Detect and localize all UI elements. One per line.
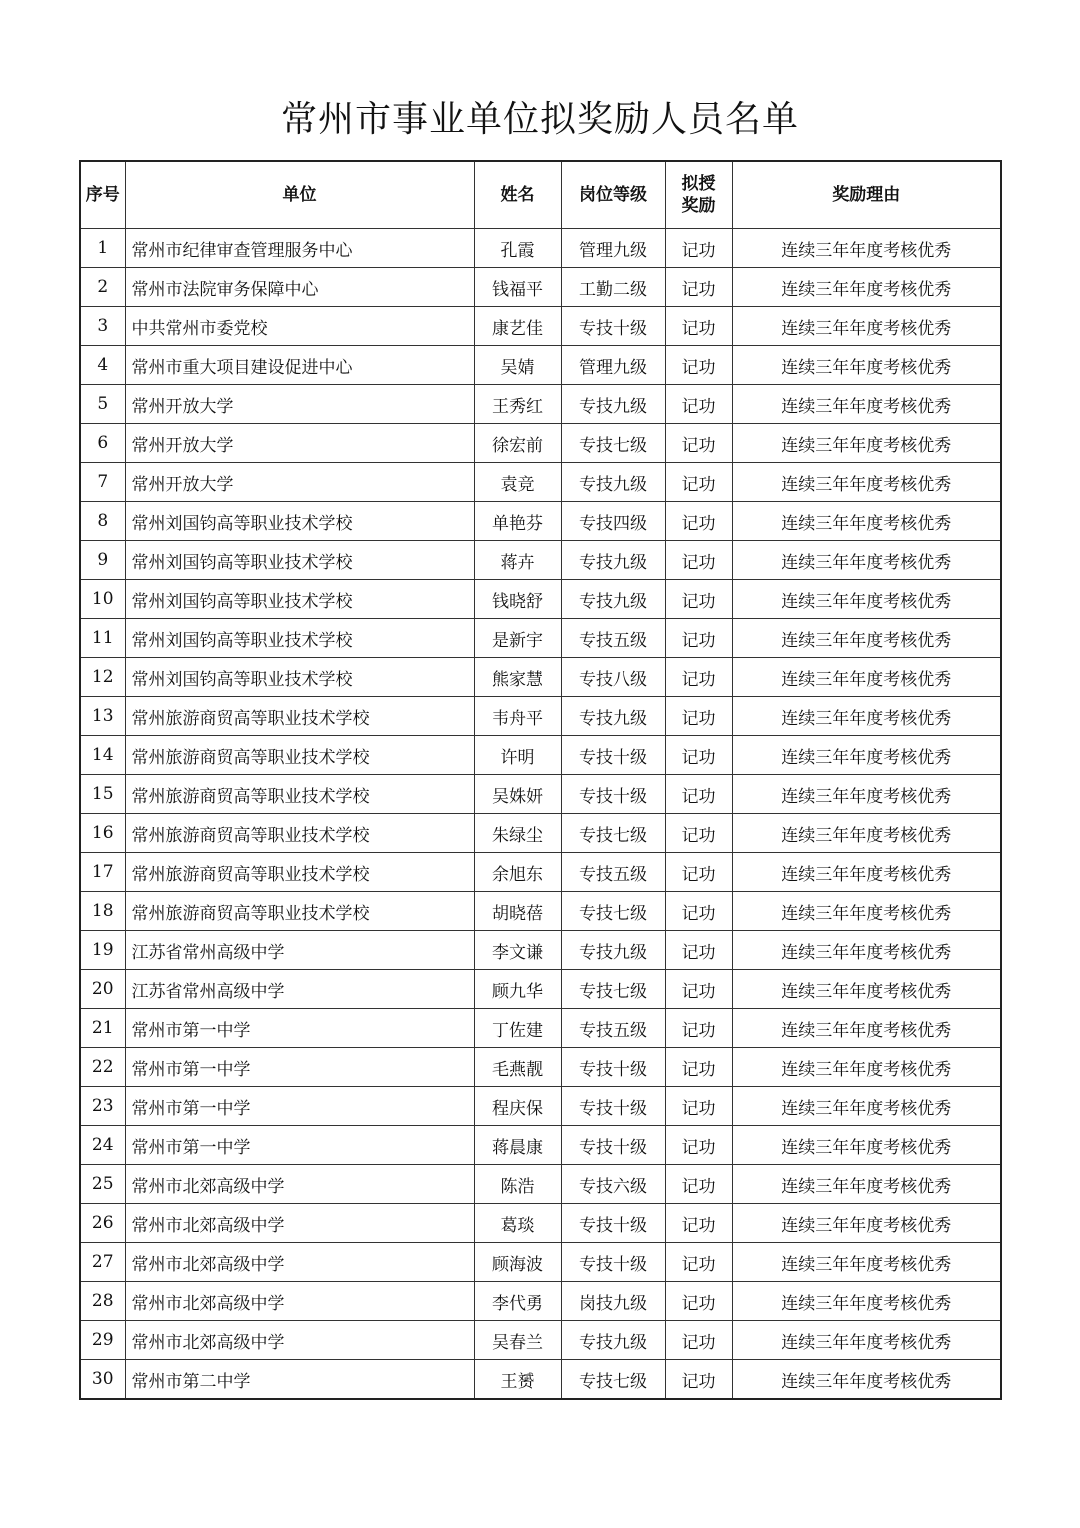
table-row — [80, 931, 1001, 970]
header-award-line1: 拟授 — [681, 174, 716, 194]
cell-reason: 连续三年年度考核优秀 — [732, 931, 1001, 970]
cell-no: 23 — [80, 1087, 125, 1126]
table-row — [80, 1165, 1001, 1204]
cell-reason: 连续三年年度考核优秀 — [732, 307, 1001, 346]
cell-grade: 专技九级 — [561, 1321, 665, 1360]
cell-no: 5 — [80, 385, 125, 424]
cell-grade: 专技八级 — [561, 658, 665, 697]
cell-name: 徐宏前 — [474, 424, 561, 463]
cell-name: 余旭东 — [474, 853, 561, 892]
cell-unit: 常州市重大项目建设促进中心 — [125, 346, 474, 385]
cell-unit: 常州市北郊高级中学 — [125, 1165, 474, 1204]
cell-no: 22 — [80, 1048, 125, 1087]
cell-unit: 常州旅游商贸高等职业技术学校 — [125, 775, 474, 814]
cell-award: 记功 — [665, 658, 732, 697]
table-row — [80, 619, 1001, 658]
table-row — [80, 229, 1001, 268]
table-body — [80, 229, 1001, 1400]
cell-reason: 连续三年年度考核优秀 — [732, 853, 1001, 892]
cell-award: 记功 — [665, 1087, 732, 1126]
cell-grade: 专技十级 — [561, 307, 665, 346]
cell-grade: 专技九级 — [561, 541, 665, 580]
cell-award: 记功 — [665, 1126, 732, 1165]
cell-award: 记功 — [665, 970, 732, 1009]
cell-no: 10 — [80, 580, 125, 619]
table-row — [80, 1204, 1001, 1243]
cell-name: 袁竞 — [474, 463, 561, 502]
cell-no: 16 — [80, 814, 125, 853]
table-row — [80, 268, 1001, 307]
cell-award: 记功 — [665, 892, 732, 931]
cell-reason: 连续三年年度考核优秀 — [732, 697, 1001, 736]
cell-award: 记功 — [665, 463, 732, 502]
table-row — [80, 346, 1001, 385]
cell-unit: 常州市第一中学 — [125, 1087, 474, 1126]
cell-grade: 专技七级 — [561, 970, 665, 1009]
cell-no: 3 — [80, 307, 125, 346]
cell-name: 程庆保 — [474, 1087, 561, 1126]
cell-unit: 常州市第一中学 — [125, 1126, 474, 1165]
cell-reason: 连续三年年度考核优秀 — [732, 892, 1001, 931]
cell-no: 12 — [80, 658, 125, 697]
header-unit: 单位 — [125, 161, 474, 229]
header-grade: 岗位等级 — [561, 161, 665, 229]
cell-reason: 连续三年年度考核优秀 — [732, 346, 1001, 385]
cell-no: 18 — [80, 892, 125, 931]
cell-grade: 专技十级 — [561, 1087, 665, 1126]
cell-award: 记功 — [665, 814, 732, 853]
cell-reason: 连续三年年度考核优秀 — [732, 619, 1001, 658]
table-row — [80, 736, 1001, 775]
cell-unit: 常州市纪律审查管理服务中心 — [125, 229, 474, 268]
cell-unit: 江苏省常州高级中学 — [125, 970, 474, 1009]
cell-name: 王秀红 — [474, 385, 561, 424]
cell-unit: 江苏省常州高级中学 — [125, 931, 474, 970]
cell-no: 13 — [80, 697, 125, 736]
cell-grade: 专技五级 — [561, 619, 665, 658]
cell-unit: 中共常州市委党校 — [125, 307, 474, 346]
cell-grade: 专技五级 — [561, 1009, 665, 1048]
table-row — [80, 1087, 1001, 1126]
cell-reason: 连续三年年度考核优秀 — [732, 1165, 1001, 1204]
cell-name: 陈浩 — [474, 1165, 561, 1204]
cell-award: 记功 — [665, 1165, 732, 1204]
cell-no: 6 — [80, 424, 125, 463]
table-row — [80, 658, 1001, 697]
cell-award: 记功 — [665, 1282, 732, 1321]
cell-name: 顾九华 — [474, 970, 561, 1009]
header-award — [665, 161, 732, 229]
cell-award: 记功 — [665, 1243, 732, 1282]
cell-reason: 连续三年年度考核优秀 — [732, 1360, 1001, 1400]
cell-grade: 专技七级 — [561, 1360, 665, 1400]
cell-grade: 专技五级 — [561, 853, 665, 892]
cell-no: 15 — [80, 775, 125, 814]
cell-reason: 连续三年年度考核优秀 — [732, 229, 1001, 268]
cell-award: 记功 — [665, 424, 732, 463]
cell-reason: 连续三年年度考核优秀 — [732, 775, 1001, 814]
cell-award: 记功 — [665, 541, 732, 580]
cell-unit: 常州刘国钧高等职业技术学校 — [125, 619, 474, 658]
cell-no: 7 — [80, 463, 125, 502]
cell-reason: 连续三年年度考核优秀 — [732, 1321, 1001, 1360]
table-row — [80, 1126, 1001, 1165]
cell-reason: 连续三年年度考核优秀 — [732, 1204, 1001, 1243]
cell-unit: 常州市第一中学 — [125, 1048, 474, 1087]
table-header — [80, 161, 1001, 229]
cell-unit: 常州市第一中学 — [125, 1009, 474, 1048]
cell-no: 19 — [80, 931, 125, 970]
cell-name: 吴春兰 — [474, 1321, 561, 1360]
cell-name: 李文谦 — [474, 931, 561, 970]
cell-unit: 常州市北郊高级中学 — [125, 1282, 474, 1321]
cell-grade: 管理九级 — [561, 346, 665, 385]
cell-no: 26 — [80, 1204, 125, 1243]
cell-grade: 专技十级 — [561, 736, 665, 775]
cell-no: 27 — [80, 1243, 125, 1282]
table-row — [80, 1282, 1001, 1321]
cell-name: 丁佐建 — [474, 1009, 561, 1048]
cell-no: 8 — [80, 502, 125, 541]
cell-reason: 连续三年年度考核优秀 — [732, 736, 1001, 775]
cell-no: 30 — [80, 1360, 125, 1400]
cell-name: 许明 — [474, 736, 561, 775]
table-row — [80, 463, 1001, 502]
cell-award: 记功 — [665, 1360, 732, 1400]
header-reason: 奖励理由 — [732, 161, 1001, 229]
cell-name: 吴婧 — [474, 346, 561, 385]
cell-grade: 专技七级 — [561, 892, 665, 931]
cell-name: 单艳芬 — [474, 502, 561, 541]
cell-unit: 常州刘国钧高等职业技术学校 — [125, 502, 474, 541]
cell-name: 李代勇 — [474, 1282, 561, 1321]
table-row — [80, 1048, 1001, 1087]
cell-unit: 常州市法院审务保障中心 — [125, 268, 474, 307]
cell-unit: 常州刘国钧高等职业技术学校 — [125, 580, 474, 619]
cell-reason: 连续三年年度考核优秀 — [732, 658, 1001, 697]
cell-award: 记功 — [665, 736, 732, 775]
table-row — [80, 1360, 1001, 1400]
cell-reason: 连续三年年度考核优秀 — [732, 580, 1001, 619]
cell-award: 记功 — [665, 1321, 732, 1360]
cell-award: 记功 — [665, 697, 732, 736]
cell-award: 记功 — [665, 502, 732, 541]
cell-grade: 专技九级 — [561, 931, 665, 970]
cell-unit: 常州开放大学 — [125, 463, 474, 502]
table-row — [80, 580, 1001, 619]
cell-no: 14 — [80, 736, 125, 775]
cell-name: 康艺佳 — [474, 307, 561, 346]
cell-reason: 连续三年年度考核优秀 — [732, 814, 1001, 853]
table-row — [80, 697, 1001, 736]
cell-no: 1 — [80, 229, 125, 268]
table-row — [80, 775, 1001, 814]
header-no: 序号 — [80, 161, 125, 229]
cell-no: 28 — [80, 1282, 125, 1321]
cell-unit: 常州开放大学 — [125, 385, 474, 424]
cell-grade: 专技九级 — [561, 580, 665, 619]
cell-award: 记功 — [665, 1204, 732, 1243]
table-row — [80, 541, 1001, 580]
cell-award: 记功 — [665, 346, 732, 385]
header-award-line2: 奖励 — [681, 196, 716, 216]
cell-grade: 专技七级 — [561, 424, 665, 463]
cell-award: 记功 — [665, 307, 732, 346]
cell-unit: 常州旅游商贸高等职业技术学校 — [125, 814, 474, 853]
cell-reason: 连续三年年度考核优秀 — [732, 463, 1001, 502]
table-row — [80, 385, 1001, 424]
cell-unit: 常州旅游商贸高等职业技术学校 — [125, 892, 474, 931]
table-row — [80, 307, 1001, 346]
cell-name: 蒋晨康 — [474, 1126, 561, 1165]
cell-grade: 专技六级 — [561, 1165, 665, 1204]
cell-unit: 常州刘国钧高等职业技术学校 — [125, 658, 474, 697]
cell-name: 钱晓舒 — [474, 580, 561, 619]
cell-award: 记功 — [665, 385, 732, 424]
cell-reason: 连续三年年度考核优秀 — [732, 1282, 1001, 1321]
cell-grade: 专技十级 — [561, 1243, 665, 1282]
table-row — [80, 853, 1001, 892]
cell-no: 24 — [80, 1126, 125, 1165]
cell-no: 9 — [80, 541, 125, 580]
cell-unit: 常州旅游商贸高等职业技术学校 — [125, 736, 474, 775]
cell-award: 记功 — [665, 619, 732, 658]
cell-award: 记功 — [665, 268, 732, 307]
cell-grade: 岗技九级 — [561, 1282, 665, 1321]
cell-no: 2 — [80, 268, 125, 307]
table-row — [80, 892, 1001, 931]
cell-reason: 连续三年年度考核优秀 — [732, 1126, 1001, 1165]
page-title: 常州市事业单位拟奖励人员名单 — [280, 99, 799, 140]
cell-reason: 连续三年年度考核优秀 — [732, 502, 1001, 541]
cell-reason: 连续三年年度考核优秀 — [732, 1048, 1001, 1087]
table-row — [80, 1243, 1001, 1282]
cell-name: 顾海波 — [474, 1243, 561, 1282]
cell-name: 吴姝妍 — [474, 775, 561, 814]
table-row — [80, 1321, 1001, 1360]
cell-name: 王赟 — [474, 1360, 561, 1400]
cell-award: 记功 — [665, 931, 732, 970]
cell-name: 胡晓蓓 — [474, 892, 561, 931]
cell-no: 4 — [80, 346, 125, 385]
cell-unit: 常州开放大学 — [125, 424, 474, 463]
cell-award: 记功 — [665, 580, 732, 619]
cell-grade: 专技九级 — [561, 385, 665, 424]
cell-award: 记功 — [665, 1009, 732, 1048]
cell-grade: 专技十级 — [561, 1126, 665, 1165]
cell-no: 21 — [80, 1009, 125, 1048]
cell-reason: 连续三年年度考核优秀 — [732, 1009, 1001, 1048]
cell-reason: 连续三年年度考核优秀 — [732, 268, 1001, 307]
cell-no: 20 — [80, 970, 125, 1009]
cell-grade: 专技九级 — [561, 697, 665, 736]
cell-grade: 专技十级 — [561, 775, 665, 814]
cell-unit: 常州旅游商贸高等职业技术学校 — [125, 853, 474, 892]
cell-unit: 常州刘国钧高等职业技术学校 — [125, 541, 474, 580]
header-row — [80, 161, 1001, 229]
cell-reason: 连续三年年度考核优秀 — [732, 970, 1001, 1009]
cell-name: 是新宇 — [474, 619, 561, 658]
cell-unit: 常州市北郊高级中学 — [125, 1321, 474, 1360]
cell-reason: 连续三年年度考核优秀 — [732, 1087, 1001, 1126]
cell-no: 25 — [80, 1165, 125, 1204]
cell-reason: 连续三年年度考核优秀 — [732, 541, 1001, 580]
cell-award: 记功 — [665, 229, 732, 268]
cell-name: 葛琰 — [474, 1204, 561, 1243]
cell-grade: 管理九级 — [561, 229, 665, 268]
cell-unit: 常州市第二中学 — [125, 1360, 474, 1400]
header-name: 姓名 — [474, 161, 561, 229]
cell-no: 29 — [80, 1321, 125, 1360]
cell-grade: 专技四级 — [561, 502, 665, 541]
cell-unit: 常州市北郊高级中学 — [125, 1204, 474, 1243]
table-row — [80, 970, 1001, 1009]
cell-unit: 常州旅游商贸高等职业技术学校 — [125, 697, 474, 736]
cell-grade: 专技九级 — [561, 463, 665, 502]
cell-award: 记功 — [665, 775, 732, 814]
cell-no: 11 — [80, 619, 125, 658]
cell-name: 钱福平 — [474, 268, 561, 307]
table-row — [80, 1009, 1001, 1048]
cell-name: 蒋卉 — [474, 541, 561, 580]
cell-reason: 连续三年年度考核优秀 — [732, 424, 1001, 463]
cell-grade: 专技十级 — [561, 1204, 665, 1243]
cell-no: 17 — [80, 853, 125, 892]
table-row — [80, 424, 1001, 463]
cell-name: 孔霞 — [474, 229, 561, 268]
cell-award: 记功 — [665, 853, 732, 892]
cell-name: 熊家慧 — [474, 658, 561, 697]
cell-name: 朱绿尘 — [474, 814, 561, 853]
cell-name: 毛燕靓 — [474, 1048, 561, 1087]
cell-reason: 连续三年年度考核优秀 — [732, 1243, 1001, 1282]
table-row — [80, 502, 1001, 541]
cell-award: 记功 — [665, 1048, 732, 1087]
cell-grade: 专技十级 — [561, 1048, 665, 1087]
cell-grade: 专技七级 — [561, 814, 665, 853]
table-row — [80, 814, 1001, 853]
cell-reason: 连续三年年度考核优秀 — [732, 385, 1001, 424]
award-roster-table — [79, 160, 1002, 1400]
cell-unit: 常州市北郊高级中学 — [125, 1243, 474, 1282]
cell-grade: 工勤二级 — [561, 268, 665, 307]
cell-name: 韦舟平 — [474, 697, 561, 736]
